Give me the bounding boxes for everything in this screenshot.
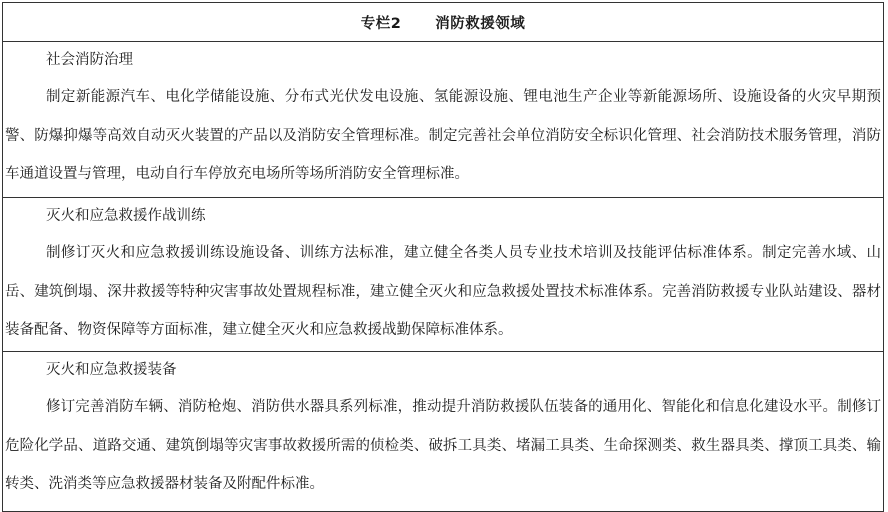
column-title: 消防救援领域 [435,15,526,32]
section-title: 灭火和应急救援作战训练 [46,208,206,224]
table-header [3,3,883,42]
section-body: 制修订灭火和应急救援训练设施设备、训练方法标准，建立健全各类人员专业技术培训及技能评估标准体系。制定完善水域、山岳、建筑倒塌、深井救援等特种灾害事故处置规程标准，建立健全灭火和应急救援处置技术标准体系。完善消防救援专业队站建设、器材装备配备、物资保障等方面标准，建立健全灭火和应急救援战勤保障标准体系。 [5,245,881,338]
section-firefighting-training [3,198,883,352]
section-social-fire-governance [3,42,883,198]
section-firefighting-equipment [3,352,883,512]
section-title: 灭火和应急救援装备 [46,362,177,378]
section-body: 制定新能源汽车、电化学储能设施、分布式光伏发电设施、氢能源设施、锂电池生产企业等新能源场所、设施设备的火灾早期预警、防爆抑爆等高效自动灭火装置的产品以及消防安全管理标准。制定完善社会单位消防安全标识化管理、社会消防技术服务管理，消防车通道设置与管理，电动自行车停放充电场所等场所消防安全管理标准。 [5,89,881,182]
section-title: 社会消防治理 [46,52,133,68]
column-table [2,2,884,512]
section-body: 修订完善消防车辆、消防枪炮、消防供水器具系列标准，推动提升消防救援队伍装备的通用化、智能化和信息化建设水平。制修订危险化学品、道路交通、建筑倒塌等灾害事故救援所需的侦检类、破拆工具类、堵漏工具类、生命探测类、救生器具类、撑顶工具类、输转类、洗消类等应急救援器材装备及附配件标准。 [5,399,881,492]
column-number: 专栏2 [360,15,402,32]
